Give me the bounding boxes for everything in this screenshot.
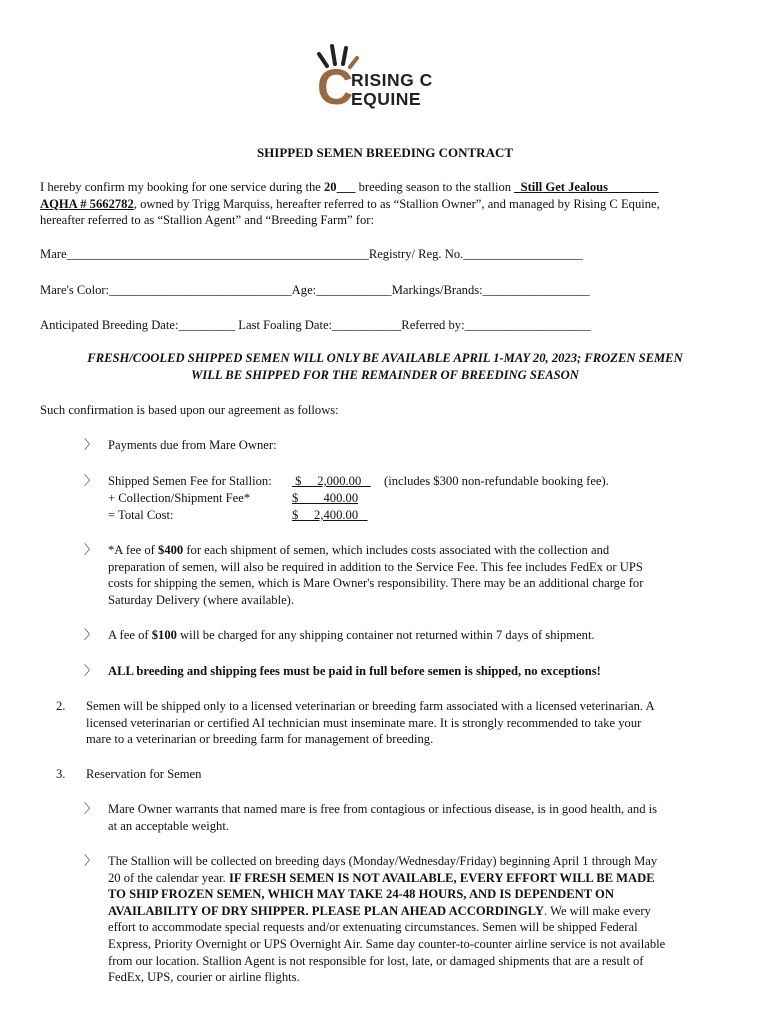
color-age-markings-field[interactable]: Mare's Color:_____________________________Age:____________Markings/Brands:_________________ [40,283,590,297]
section-2-line2: licensed veterinarian or certified AI technician must inseminate mare. It is strongly recommended to take your [86,715,642,730]
collection-line2-a: 20 of the calendar year. [108,870,229,885]
bullet-icon: 〉 [84,802,97,816]
collection-line8: FedEx, UPS, courier or airline flights. [108,970,300,985]
shipment-fee-text-line3: costs for shipping the semen, which is Mare Owner's responsibility. There may be an additional charge for [108,576,644,591]
intro-text-owner: , owned by Trigg Marquiss, hereafter referred to as “Stallion Owner”, and managed by Rising C Equine, [133,196,660,211]
shipment-fee-text-line2: preparation of semen, will also be required in addition to the Service Fee. This fee includes FedEx or UPS [108,559,643,574]
section-2-number: 2. [56,699,66,713]
payments-heading: Payments due from Mare Owner: [108,438,277,452]
container-fee-paragraph [108,627,728,644]
section-2-line3: mare to a veterinarian or breeding farm for management of breeding. [86,732,434,747]
collection-line4-b: AVAILABILITY OF DRY SHIPPER. PLEASE PLAN AHEAD ACCORDINGLY [108,903,544,918]
document-title: SHIPPED SEMEN BREEDING CONTRACT [256,145,514,160]
dates-referred-field[interactable]: Anticipated Breeding Date:_________ Last Foaling Date:___________Referred by:____________________ [40,318,591,332]
logo-text-line1: RISING C [351,70,433,90]
shipment-fee-text-a: *A fee of [108,543,159,557]
stallion-fee-amount: $ 2,000.00 [292,474,371,488]
bullet-icon: 〉 [84,543,97,557]
paid-in-full-notice: ALL breeding and shipping fees must be paid in full before semen is shipped, no exceptions! [108,664,601,678]
section-2-text [86,698,726,748]
stallion-fee-label: Shipped Semen Fee for Stallion: [108,474,272,488]
warranty-line2: at an acceptable weight. [108,818,229,833]
notice-line2: WILL BE SHIPPED FOR THE REMAINDER OF BREEDING SEASON [191,368,579,382]
rising-c-equine-logo [305,42,465,114]
section-2-line1: Semen will be shipped only to a licensed veterinarian or breeding farm associated with a licensed veterinarian. A [86,699,655,713]
shipment-fee-text-b: for each shipment of semen, which includes costs associated with the collection and [183,543,610,557]
collection-line5: effort to accommodate special requests and/or extenuating circumstances. Semen will be shipped Federal [108,920,638,935]
bullet-icon: 〉 [84,438,97,452]
stallion-fee-note: (includes $300 non-refundable booking fee). [384,474,609,488]
section-3-number: 3. [56,767,66,781]
section-3-title: Reservation for Semen [86,767,202,781]
container-fee-text-a: A fee of [108,628,152,642]
collection-line4-a: . We will make every [544,903,651,918]
container-fee-amount: $100 [151,628,177,642]
shipment-fee-paragraph [108,542,728,608]
bullet-icon: 〉 [84,664,97,678]
shipment-fee-text-line4: Saturday Delivery (where available). [108,592,295,607]
bullet-icon: 〉 [84,854,97,868]
intro-paragraph [40,179,730,229]
collection-line3: TO SHIP FROZEN SEMEN, WHICH MAY TAKE 24-48 HOURS, AND IS DEPENDENT ON [108,887,614,902]
collection-line7: from our location. Stallion Agent is not responsible for lost, late, or damaged shipments that are a result of [108,953,644,968]
bullet-icon: 〉 [84,628,97,642]
collection-paragraph [108,853,728,986]
collection-line6: Express, Priority Overnight or UPS Overnight Air. Same day counter-to-counter airline service is not available [108,936,666,951]
aqha-number: AQHA # 5662782 [40,196,134,211]
logo-text-line2: EQUINE [351,89,422,109]
bullet-icon: 〉 [84,474,97,488]
warranty-line1: Mare Owner warrants that named mare is free from contagious or infectious disease, is in good health, and is [108,802,658,816]
intro-text-agent: hereafter referred to as “Stallion Agent” and “Breeding Farm” for: [40,213,374,228]
warranty-paragraph [108,801,728,834]
collection-fee-label: + Collection/Shipment Fee* [108,491,251,505]
collection-line1: The Stallion will be collected on breeding days (Monday/Wednesday/Friday) beginning April 1 through May [108,854,658,868]
season-year: 20___ [323,180,356,194]
stallion-name: _Still Get Jealous________ [514,180,659,194]
fee-line-stallion [108,473,272,490]
agreement-intro: Such confirmation is based upon our agreement as follows: [40,403,339,417]
container-fee-text-b: will be charged for any shipping container not returned within 7 days of shipment. [176,628,595,642]
total-cost-label: = Total Cost: [108,508,174,522]
mare-registry-field[interactable]: Mare________________________________________________Registry/ Reg. No.___________________ [40,247,583,261]
intro-text-b: breeding season to the stallion [355,180,515,194]
collection-fee-amount: $ 400.00 [292,491,359,505]
logo-letter-c: C [317,59,354,115]
intro-text-a: I hereby confirm my booking for one service during the [40,180,324,194]
notice-line1: FRESH/COOLED SHIPPED SEMEN WILL ONLY BE AVAILABLE APRIL 1-MAY 20, 2023; FROZEN SEMEN [87,351,683,365]
collection-line2-b: IF FRESH SEMEN IS NOT AVAILABLE, EVERY EFFORT WILL BE MADE [228,870,655,885]
total-cost-amount: $ 2,400.00 [292,508,368,522]
shipment-fee-amount: $400 [158,543,184,557]
